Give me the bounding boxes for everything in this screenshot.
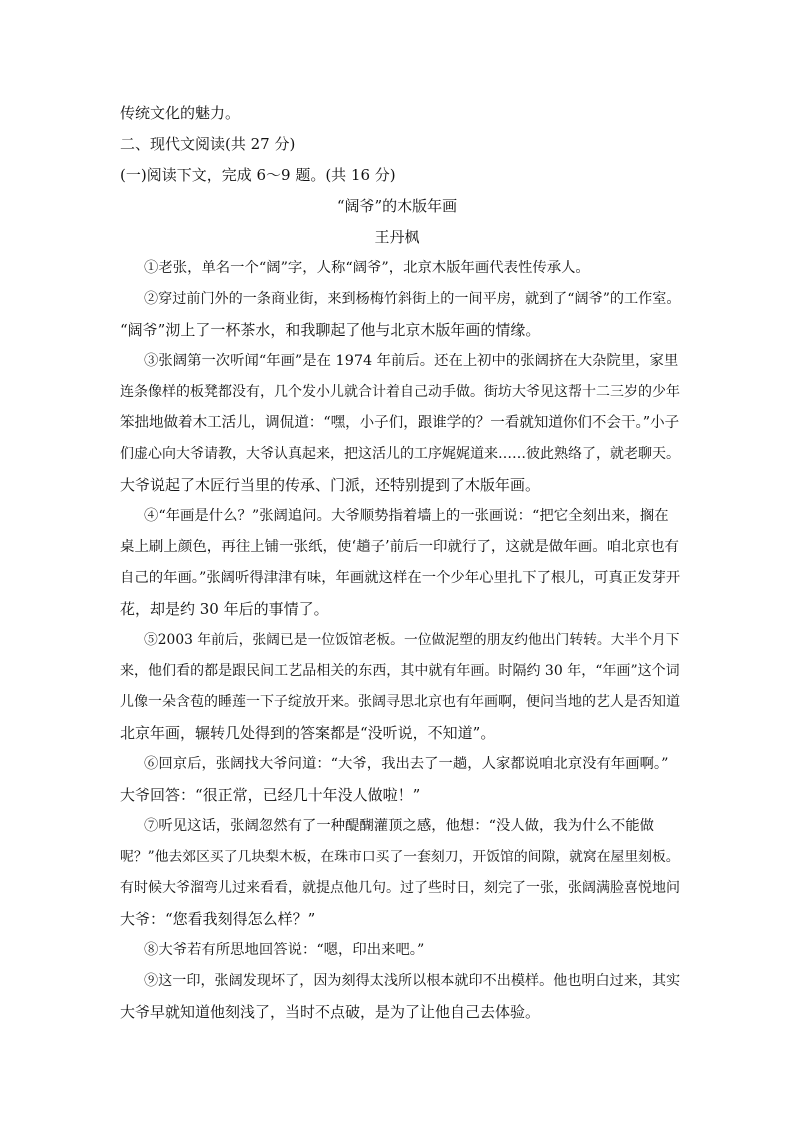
paragraph-line: 大爷说起了木匠行当里的传承、门派，还特别提到了木版年画。 (120, 476, 541, 494)
paragraph-line: “阔爷”沏上了一杯茶水，和我聊起了他与北京木版年画的情缘。 (120, 321, 541, 339)
paragraph-line: 大爷回答：“很正常，已经几十年没人做啦！” (120, 786, 421, 804)
paragraph-line: 大爷早就知道他刻浅了，当时不点破，是为了让他自己去体验。 (120, 1003, 541, 1021)
paragraph-line: 连条像样的板凳都没有，几个发小儿就合计着自己动手做。街坊大爷见这帮十二三岁的少年 (120, 384, 680, 400)
article-title: “阔爷”的木版年画 (336, 197, 458, 215)
paragraph-line: 们虚心向大爷请教，大爷认真起来，把这活儿的工序娓娓道来……彼此熟络了，就老聊天。 (120, 446, 680, 462)
article-author: 王丹枫 (374, 228, 420, 246)
paragraph-line: 桌上刷上颜色，再往上铺一张纸，使‘趟子’前后一印就行了，这就是做年画。咱北京也有 (120, 539, 680, 555)
paragraph-line: ①老张，单名一个“阔”字，人称“阔爷”，北京木版年画代表性传承人。 (144, 260, 590, 276)
paragraph-line: ⑦听见这话，张阔忽然有了一种醍醐灌顶之感，他想：“没人做，我为什么不能做 (144, 818, 654, 834)
paragraph-line: 儿像一朵含苞的睡莲一下子绽放开来。张阔寻思北京也有年画啊，便问当地的艺人是否知道 (120, 694, 680, 710)
subsection-heading: (一)阅读下文，完成 6～9 题。(共 16 分) (120, 166, 396, 184)
paragraph-line: 有时候大爷溜弯儿过来看看，就提点他几句。过了些时日，刻完了一张，张阔满脸喜悦地问 (120, 880, 680, 896)
paragraph-line: ⑥回京后，张阔找大爷问道：“大爷，我出去了一趟，人家都说咱北京没有年画啊。” (144, 756, 669, 772)
paragraph-line: ⑤2003 年前后，张阔已是一位饭馆老板。一位做泥塑的朋友约他出门转转。大半个月下 (144, 632, 680, 648)
paragraph-line: 来，他们看的都是跟民间工艺品相关的东西，其中就有年画。时隔约 30 年，“年画”这个词 (120, 663, 680, 679)
intro-tail-text: 传统文化的魅力。 (120, 104, 241, 122)
paragraph-line: ⑨这一印，张阔发现坏了，因为刻得太浅所以根本就印不出模样。他也明白过来，其实 (144, 973, 681, 989)
paragraph-line: ④“年画是什么？”张阔追问。大爷顺势指着墙上的一张画说：“把它全刻出来，搁在 (144, 508, 669, 524)
paragraph-line: 自己的年画。”张阔听得津津有味，年画就这样在一个少年心里扎下了根儿，可真正发芽开 (120, 570, 681, 586)
paragraph-line: 北京年画，辗转几处得到的答案都是“没听说，不知道”。 (120, 724, 496, 742)
paragraph-line: 呢？”他去郊区买了几块梨木板，在珠市口买了一套刻刀，开饭馆的间隙，就窝在屋里刻板。 (120, 849, 680, 865)
paragraph-line: ③张阔第一次听闻“年画”是在 1974 年前后。还在上初中的张阔挤在大杂院里，家里 (144, 353, 679, 369)
paragraph-line: 花，却是约 30 年后的事情了。 (120, 600, 329, 618)
paragraph-line: ②穿过前门外的一条商业街，来到杨梅竹斜街上的一间平房，就到了“阔爷”的工作室。 (144, 291, 681, 307)
paragraph-line: 笨拙地做着木工活儿，调侃道：“嘿，小子们，跟谁学的？一看就知道你们不会干。”小子 (120, 415, 680, 431)
paragraph-line: 大爷：“您看我刻得怎么样？” (120, 910, 316, 928)
paragraph-line: ⑧大爷若有所思地回答说：“嗯，印出来吧。” (144, 942, 425, 958)
section-heading: 二、现代文阅读(共 27 分) (120, 135, 296, 153)
